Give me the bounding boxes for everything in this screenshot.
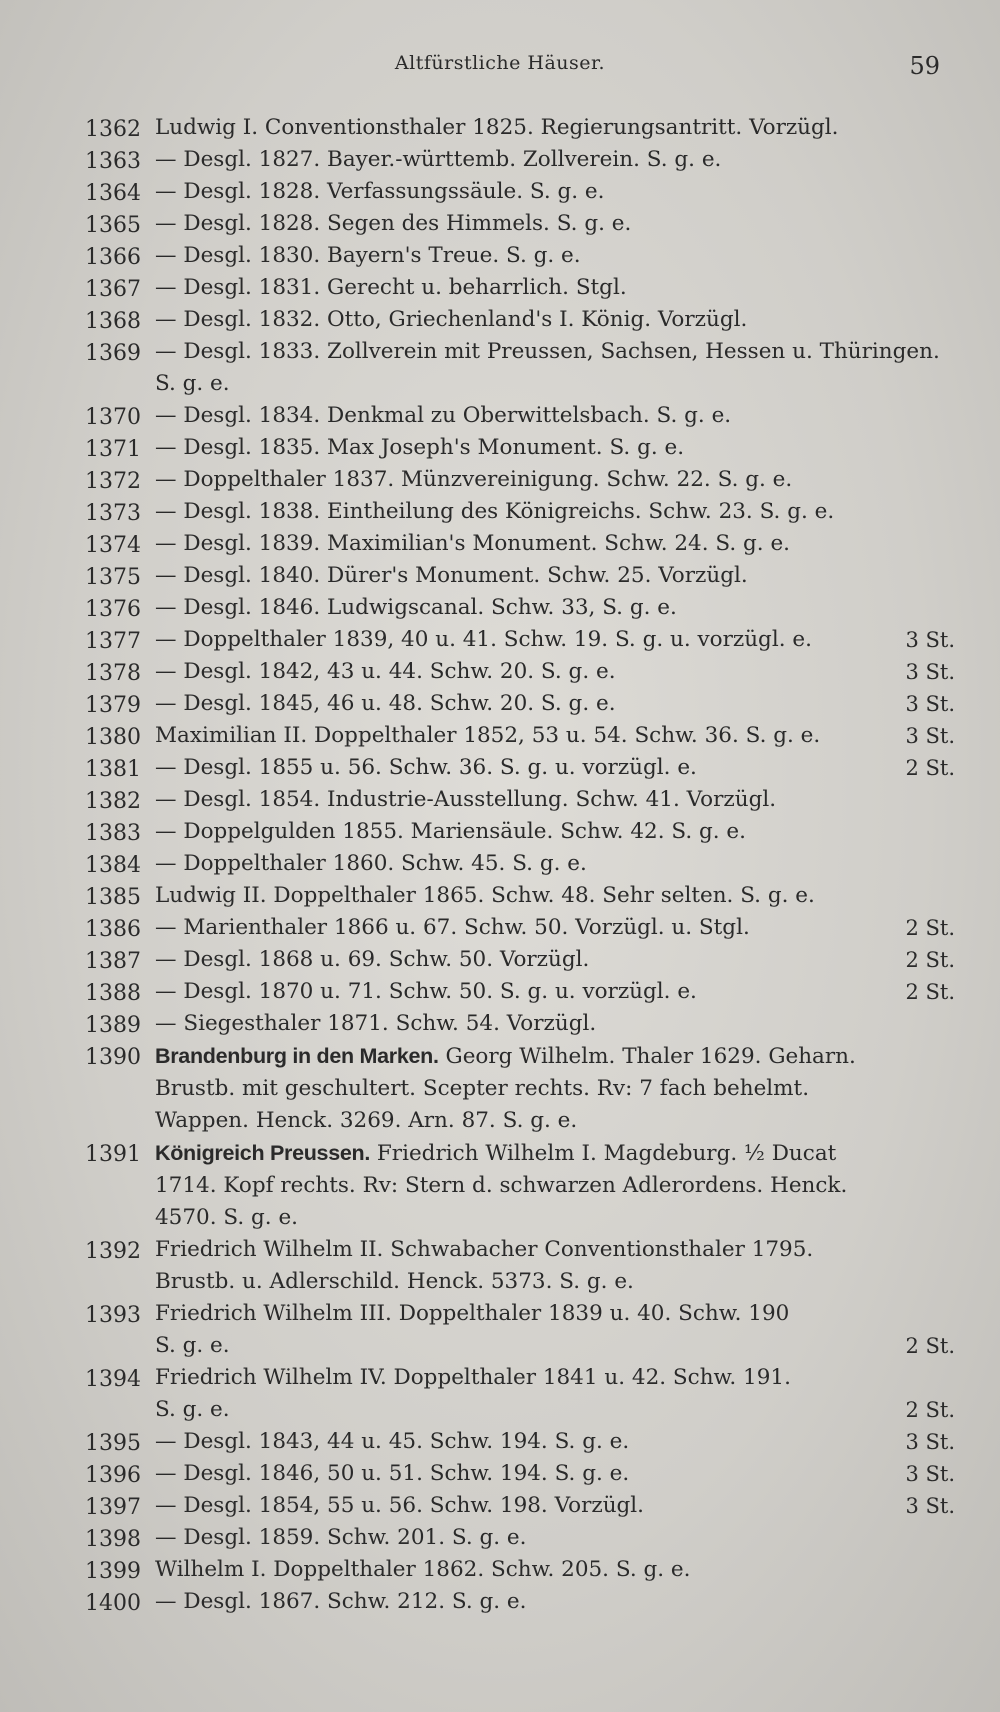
entry-number: 1378 xyxy=(85,661,141,686)
entry-description: Friedrich Wilhelm I. Magdeburg. ½ Ducat 1714. Kopf rechts. Rv: Stern d. schwarzen Adlerordens. Henck. 4570. S. g. e. xyxy=(155,1141,848,1230)
entry-text xyxy=(155,1234,955,1298)
entry-text xyxy=(155,1040,955,1137)
entry-number: 1388 xyxy=(85,981,141,1006)
entry-description: — Desgl. 1868 u. 69. Schw. 50. Vorzügl. xyxy=(155,947,590,972)
entry-number: 1363 xyxy=(85,149,141,174)
catalogue-entry xyxy=(85,656,955,688)
entry-text xyxy=(155,464,955,496)
catalogue-entry xyxy=(85,976,955,1008)
entry-description: — Desgl. 1838. Eintheilung des Königreichs. Schw. 23. S. g. e. xyxy=(155,499,835,524)
entry-text xyxy=(155,656,955,688)
catalogue-entry xyxy=(85,1426,955,1458)
entry-text xyxy=(155,688,955,720)
entry-number: 1372 xyxy=(85,469,141,494)
catalogue-entry xyxy=(85,1040,955,1137)
entry-text xyxy=(155,240,955,272)
entry-description: — Desgl. 1846. Ludwigscanal. Schw. 33, S. g. e. xyxy=(155,595,677,620)
entry-description: — Desgl. 1830. Bayern's Treue. S. g. e. xyxy=(155,243,581,268)
entry-text xyxy=(155,944,955,976)
entry-description: — Desgl. 1843, 44 u. 45. Schw. 194. S. g. e. xyxy=(155,1429,630,1454)
entry-description: — Desgl. 1855 u. 56. Schw. 36. S. g. u. vorzügl. e. xyxy=(155,755,697,780)
entry-description: — Desgl. 1833. Zollverein mit Preussen, Sachsen, Hessen u. Thüringen. xyxy=(155,339,940,364)
entry-number: 1398 xyxy=(85,1527,141,1552)
catalogue-entry xyxy=(85,144,955,176)
entry-text xyxy=(155,880,955,912)
entry-number: 1379 xyxy=(85,693,141,718)
entry-text xyxy=(155,496,955,528)
entry-description: Ludwig I. Conventionsthaler 1825. Regierungsantritt. Vorzügl. xyxy=(155,115,839,140)
entry-continuation: S. g. e. xyxy=(155,371,230,396)
entry-number: 1395 xyxy=(85,1431,141,1456)
entry-quantity: 3 St. xyxy=(905,1462,955,1486)
entry-text xyxy=(155,1008,955,1040)
entry-number: 1387 xyxy=(85,949,141,974)
entry-description: Georg Wilhelm. Thaler 1629. Geharn. Brustb. mit geschultert. Scepter rechts. Rv: 7 fach behelmt. Wappen. Henck. 3269. Arn. 87. S. g. e. xyxy=(155,1044,856,1133)
entry-text xyxy=(155,1137,955,1234)
entry-number: 1367 xyxy=(85,277,141,302)
catalogue-entry xyxy=(85,1137,955,1234)
entry-number: 1374 xyxy=(85,533,141,558)
entry-number: 1375 xyxy=(85,565,141,590)
entry-description: — Desgl. 1842, 43 u. 44. Schw. 20. S. g. e. xyxy=(155,659,616,684)
catalogue-entry xyxy=(85,720,955,752)
entry-number: 1385 xyxy=(85,885,141,910)
catalogue-entry xyxy=(85,752,955,784)
entry-number: 1399 xyxy=(85,1559,141,1584)
entry-number: 1377 xyxy=(85,629,141,654)
entry-text xyxy=(155,112,955,144)
catalogue-entry xyxy=(85,1234,955,1298)
entry-text xyxy=(155,400,955,432)
entry-text xyxy=(155,1490,955,1522)
catalogue-entry xyxy=(85,112,955,144)
entry-text xyxy=(155,1554,955,1586)
entry-quantity: 3 St. xyxy=(905,1494,955,1518)
entry-description: — Desgl. 1835. Max Joseph's Monument. S. g. e. xyxy=(155,435,685,460)
catalogue-entry xyxy=(85,592,955,624)
entry-text xyxy=(155,528,955,560)
catalogue-entry xyxy=(85,688,955,720)
entry-description: — Doppelthaler 1839, 40 u. 41. Schw. 19. S. g. u. vorzügl. e. xyxy=(155,627,812,652)
entry-description: — Desgl. 1827. Bayer.-württemb. Zollverein. S. g. e. xyxy=(155,147,722,172)
entry-description: — Desgl. 1854, 55 u. 56. Schw. 198. Vorzügl. xyxy=(155,1493,645,1518)
entry-quantity: 2 St. xyxy=(905,1398,955,1422)
catalogue-entry xyxy=(85,1458,955,1490)
entry-text xyxy=(155,432,955,464)
entry-description: — Desgl. 1867. Schw. 212. S. g. e. xyxy=(155,1589,527,1614)
entry-description: — Siegesthaler 1871. Schw. 54. Vorzügl. xyxy=(155,1011,597,1036)
entry-number: 1371 xyxy=(85,437,141,462)
catalogue-entry xyxy=(85,880,955,912)
catalogue-entry xyxy=(85,848,955,880)
entry-description: — Marienthaler 1866 u. 67. Schw. 50. Vorzügl. u. Stgl. xyxy=(155,915,750,940)
entry-text xyxy=(155,752,955,784)
section-heading: Königreich Preussen. xyxy=(155,1141,371,1165)
entry-number: 1391 xyxy=(85,1142,141,1167)
catalogue-entry xyxy=(85,336,955,400)
entry-number: 1364 xyxy=(85,181,141,206)
entry-text xyxy=(155,848,955,880)
entry-text xyxy=(155,1458,955,1490)
entry-quantity: 3 St. xyxy=(905,1430,955,1454)
catalogue-entry xyxy=(85,304,955,336)
entry-number: 1366 xyxy=(85,245,141,270)
entry-text xyxy=(155,1362,955,1394)
entry-text xyxy=(155,1298,955,1330)
entry-description: — Desgl. 1828. Verfassungssäule. S. g. e. xyxy=(155,179,605,204)
catalogue-entry xyxy=(85,400,955,432)
entry-description: — Desgl. 1834. Denkmal zu Oberwittelsbach. S. g. e. xyxy=(155,403,732,428)
catalogue-entry xyxy=(85,1490,955,1522)
entry-text xyxy=(155,1586,955,1618)
entry-text xyxy=(155,176,955,208)
catalogue-entry xyxy=(85,1522,955,1554)
entry-number: 1362 xyxy=(85,117,141,142)
catalogue-entry xyxy=(85,944,955,976)
entry-description: — Desgl. 1859. Schw. 201. S. g. e. xyxy=(155,1525,527,1550)
entry-description: Friedrich Wilhelm III. Doppelthaler 1839 u. 40. Schw. 190 xyxy=(155,1301,790,1326)
entry-description: — Doppelthaler 1837. Münzvereinigung. Schw. 22. S. g. e. xyxy=(155,467,793,492)
entry-description: — Desgl. 1831. Gerecht u. beharrlich. Stgl. xyxy=(155,275,627,300)
entry-text xyxy=(155,304,955,336)
entry-continuation: S. g. e. xyxy=(155,1397,230,1422)
catalogue-entry xyxy=(85,272,955,304)
entry-text xyxy=(155,560,955,592)
entry-text xyxy=(155,592,955,624)
entry-quantity: 2 St. xyxy=(905,1334,955,1358)
entry-number: 1400 xyxy=(85,1591,141,1616)
entry-description: — Doppelthaler 1860. Schw. 45. S. g. e. xyxy=(155,851,587,876)
page-number: 59 xyxy=(909,52,940,80)
entry-quantity: 3 St. xyxy=(905,660,955,684)
catalogue-entry xyxy=(85,1362,955,1426)
entry-number: 1386 xyxy=(85,917,141,942)
entry-number: 1384 xyxy=(85,853,141,878)
entry-description: — Doppelgulden 1855. Mariensäule. Schw. 42. S. g. e. xyxy=(155,819,746,844)
entry-description: — Desgl. 1840. Dürer's Monument. Schw. 25. Vorzügl. xyxy=(155,563,748,588)
entry-text xyxy=(155,912,955,944)
catalogue-entry xyxy=(85,464,955,496)
entry-description: — Desgl. 1854. Industrie-Ausstellung. Schw. 41. Vorzügl. xyxy=(155,787,777,812)
entry-number: 1393 xyxy=(85,1303,141,1328)
catalogue-entry xyxy=(85,176,955,208)
catalogue-entry xyxy=(85,496,955,528)
entry-description: — Desgl. 1832. Otto, Griechenland's I. König. Vorzügl. xyxy=(155,307,748,332)
catalogue-entries xyxy=(85,112,955,1618)
entry-description: — Desgl. 1870 u. 71. Schw. 50. S. g. u. vorzügl. e. xyxy=(155,979,697,1004)
running-head: Altfürstliche Häuser. xyxy=(394,52,606,74)
catalogue-entry xyxy=(85,784,955,816)
catalogue-entry xyxy=(85,208,955,240)
entry-quantity: 3 St. xyxy=(905,692,955,716)
entry-description: Friedrich Wilhelm IV. Doppelthaler 1841 u. 42. Schw. 191. xyxy=(155,1365,791,1390)
catalogue-entry xyxy=(85,816,955,848)
entry-quantity: 3 St. xyxy=(905,628,955,652)
entry-quantity: 2 St. xyxy=(905,948,955,972)
catalogue-entry xyxy=(85,432,955,464)
entry-text xyxy=(155,1522,955,1554)
entry-number: 1390 xyxy=(85,1045,141,1070)
entry-number: 1394 xyxy=(85,1367,141,1392)
entry-text xyxy=(155,816,955,848)
catalogue-entry xyxy=(85,240,955,272)
entry-number: 1389 xyxy=(85,1013,141,1038)
entry-description: — Desgl. 1839. Maximilian's Monument. Schw. 24. S. g. e. xyxy=(155,531,791,556)
entry-number: 1383 xyxy=(85,821,141,846)
catalogue-entry xyxy=(85,1008,955,1040)
entry-number: 1369 xyxy=(85,341,141,366)
catalogue-entry xyxy=(85,1298,955,1362)
entry-number: 1382 xyxy=(85,789,141,814)
entry-text xyxy=(155,208,955,240)
catalogue-entry xyxy=(85,624,955,656)
section-heading: Brandenburg in den Marken. xyxy=(155,1044,439,1068)
entry-continuation: S. g. e. xyxy=(155,1333,230,1358)
entry-description: Maximilian II. Doppelthaler 1852, 53 u. 54. Schw. 36. S. g. e. xyxy=(155,723,821,748)
entry-text xyxy=(155,272,955,304)
entry-description: Friedrich Wilhelm II. Schwabacher Conventionsthaler 1795. Brustb. u. Adlerschild. Henck. 5373. S. g. e. xyxy=(155,1237,814,1294)
entry-number: 1381 xyxy=(85,757,141,782)
entry-number: 1392 xyxy=(85,1239,141,1264)
entry-text xyxy=(155,784,955,816)
entry-text xyxy=(155,144,955,176)
catalogue-entry xyxy=(85,1554,955,1586)
catalogue-entry xyxy=(85,560,955,592)
catalogue-entry xyxy=(85,912,955,944)
entry-number: 1373 xyxy=(85,501,141,526)
catalogue-entry xyxy=(85,1586,955,1618)
entry-number: 1396 xyxy=(85,1463,141,1488)
entry-text xyxy=(155,624,955,656)
entry-description: Ludwig II. Doppelthaler 1865. Schw. 48. Sehr selten. S. g. e. xyxy=(155,883,815,908)
entry-quantity: 2 St. xyxy=(905,916,955,940)
entry-description: Wilhelm I. Doppelthaler 1862. Schw. 205. S. g. e. xyxy=(155,1557,691,1582)
entry-text xyxy=(155,336,955,368)
entry-number: 1380 xyxy=(85,725,141,750)
catalogue-entry xyxy=(85,528,955,560)
entry-quantity: 3 St. xyxy=(905,724,955,748)
entry-description: — Desgl. 1846, 50 u. 51. Schw. 194. S. g. e. xyxy=(155,1461,630,1486)
entry-quantity: 2 St. xyxy=(905,980,955,1004)
entry-text xyxy=(155,1426,955,1458)
entry-description: — Desgl. 1845, 46 u. 48. Schw. 20. S. g. e. xyxy=(155,691,616,716)
entry-text xyxy=(155,976,955,1008)
entry-text xyxy=(155,720,955,752)
entry-description: — Desgl. 1828. Segen des Himmels. S. g. e. xyxy=(155,211,632,236)
entry-quantity: 2 St. xyxy=(905,756,955,780)
entry-number: 1365 xyxy=(85,213,141,238)
entry-number: 1368 xyxy=(85,309,141,334)
entry-number: 1376 xyxy=(85,597,141,622)
entry-number: 1397 xyxy=(85,1495,141,1520)
entry-number: 1370 xyxy=(85,405,141,430)
